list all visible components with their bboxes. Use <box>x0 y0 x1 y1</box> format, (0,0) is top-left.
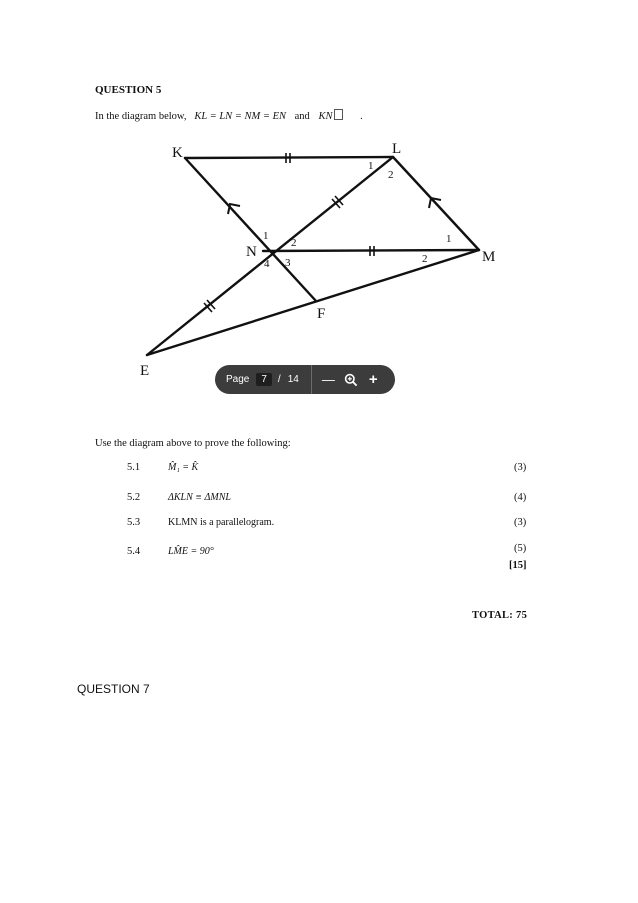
page-label: Page <box>226 374 250 385</box>
item-statement: LM̂E = 90° <box>168 546 214 557</box>
item-number: 5.3 <box>127 517 141 528</box>
page-separator: / <box>277 374 281 385</box>
angle-N3: 3 <box>285 257 291 269</box>
intro-prefix: In the diagram below, <box>95 111 187 122</box>
intro-end: . <box>360 111 363 122</box>
point-L-label: L <box>392 141 402 157</box>
angle-M2: 2 <box>422 253 428 265</box>
segment-LM <box>393 157 479 250</box>
zoom-out-button[interactable]: — <box>321 372 335 387</box>
angle-N4: 4 <box>264 258 270 270</box>
segment-KF <box>185 158 316 301</box>
current-page-input[interactable]: 7 <box>256 373 272 386</box>
item-number: 5.2 <box>127 492 141 503</box>
segment-NM <box>263 250 479 251</box>
zoom-icon[interactable] <box>344 373 358 387</box>
item-marks: (5) <box>514 543 527 554</box>
geometry-diagram <box>0 0 638 400</box>
point-E-label: E <box>140 363 150 379</box>
intro-and: and <box>294 111 310 122</box>
instruction-text: Use the diagram above to prove the following: <box>95 438 291 449</box>
angle-M1: 1 <box>446 233 452 245</box>
pdf-page-toolbar <box>215 365 395 394</box>
question-subtotal: [15] <box>509 560 527 571</box>
point-K-label: K <box>172 145 183 161</box>
item-statement: ΔKLN ≡ ΔMNL <box>168 492 231 503</box>
segment-LE <box>147 157 393 355</box>
item-marks: (3) <box>514 462 527 473</box>
angle-L2: 2 <box>388 169 394 181</box>
angle-N2: 2 <box>291 237 297 249</box>
paper-total: TOTAL: 75 <box>472 610 528 621</box>
item-number: 5.1 <box>127 462 141 473</box>
toolbar-divider <box>311 365 312 394</box>
segment-EM <box>147 250 479 355</box>
parallel-arrows <box>228 198 441 214</box>
total-pages: 14 <box>287 374 299 385</box>
zoom-in-button[interactable]: + <box>368 371 378 388</box>
point-M-label: M <box>482 249 496 265</box>
angle-N1: 1 <box>263 230 269 242</box>
item-marks: (4) <box>514 492 527 503</box>
segment-KL <box>185 157 393 158</box>
item-statement: M̂₁ = K̂ <box>168 462 199 473</box>
item-marks: (3) <box>514 517 527 528</box>
question-title: QUESTION 5 <box>95 84 162 96</box>
item-number: 5.4 <box>127 546 141 557</box>
point-F-label: F <box>317 306 326 322</box>
item-statement: KLMN is a parallelogram. <box>168 517 275 528</box>
point-N-label: N <box>246 244 257 260</box>
intro-parallel-segment: KN <box>318 111 333 122</box>
intro-equalities: KL = LN = NM = EN <box>194 111 287 122</box>
next-question-heading: QUESTION 7 <box>77 682 150 696</box>
angle-L1: 1 <box>368 160 374 172</box>
